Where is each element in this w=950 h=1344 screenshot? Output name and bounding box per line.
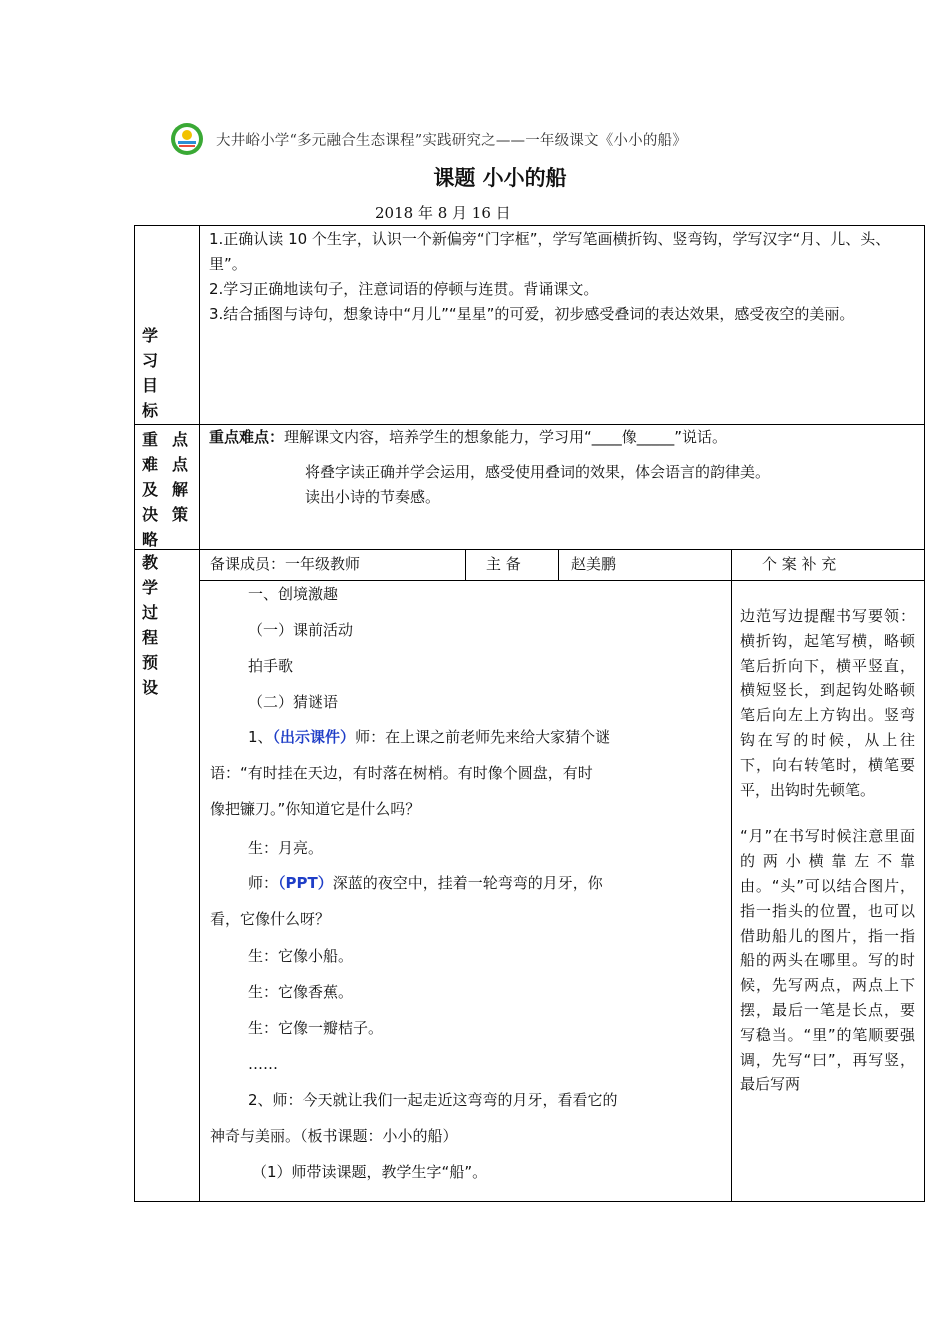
courseware-tag: （出示课件） bbox=[272, 728, 356, 746]
process-line: 拍手歌 bbox=[248, 657, 294, 675]
process-label: 教 学 过 程 预 设 bbox=[142, 553, 159, 697]
ppt-tag: （PPT） bbox=[278, 874, 333, 892]
side-notes bbox=[740, 604, 915, 1198]
side-note-1: 边范写边提醒书写要领：横折钩，起笔写横，略顿笔后折向下，横平竖直，横短竖长，到起钩处略顿笔后向左上方钩出。竖弯钩在写的时候，从上往下，向右转笔时，横笔要平，出钩时先顿笔。 bbox=[740, 607, 915, 799]
label-column-divider bbox=[199, 225, 200, 1202]
border-right bbox=[924, 225, 925, 1202]
document-header bbox=[170, 122, 687, 156]
page-title: 课题 小小的船 bbox=[433, 166, 567, 190]
keypoints-label-right: 点 点 解 策 bbox=[172, 430, 189, 524]
lead-name: 赵美鹏 bbox=[571, 555, 617, 573]
keypoints-line2: 将叠字读正确并学会运用，感受使用叠词的效果，体会语言的韵律美。 bbox=[305, 463, 771, 481]
process-line: 生：它像小船。 bbox=[248, 947, 354, 965]
lead-label: 主 备 bbox=[486, 555, 521, 573]
process-line: （二）猜谜语 bbox=[248, 693, 339, 711]
keypoints-line1: 理解课文内容，培养学生的想象能力，学习用“____像_____”说话。 bbox=[284, 428, 728, 446]
school-line: 大井峪小学“多元融合生态课程”实践研究之——一年级课文《小小的船》 bbox=[216, 132, 687, 149]
school-logo-icon bbox=[170, 122, 204, 156]
process-line: 语：“有时挂在天边，有时落在树梢。有时像个圆盘，有时 bbox=[210, 764, 593, 782]
process-line: （一）课前活动 bbox=[248, 621, 354, 639]
process-line: 1、（出示课件）师：在上课之前老师先来给大家猜个谜 bbox=[248, 728, 611, 746]
goals-content bbox=[209, 227, 919, 327]
supplement-label: 个 案 补 充 bbox=[762, 555, 837, 573]
process-line: 像把镰刀。”你知道它是什么吗？ bbox=[210, 800, 421, 818]
process-line: 一、创境激趣 bbox=[248, 585, 339, 603]
keypoints-label-left: 重 难 及 决 略 bbox=[142, 430, 159, 549]
border-top bbox=[134, 225, 925, 226]
process-line: （1）师带读课题，教学生字“船”。 bbox=[252, 1163, 488, 1181]
process-line: 生：它像香蕉。 bbox=[248, 983, 354, 1001]
process-line: 看，它像什么呀？ bbox=[210, 910, 331, 928]
process-line: 2、师：今天就让我们一起走近这弯弯的月牙，看看它的 bbox=[248, 1091, 618, 1109]
side-note-2: “月”在书写时候注意里面的两小横靠左不靠由。“头”可以结合图片，指一指头的位置，也可以借助船儿的图片，指一指船的两头在哪里。写的时候，先写两点，两点上下摆，最后一笔是长点，要写稳当。“里”的笔顺要强调，先写“曰”，再写竖，最后写两 bbox=[740, 827, 915, 1094]
lesson-date: 2018 年 8 月 16 日 bbox=[375, 204, 511, 222]
process-line: 神奇与美丽。（板书课题：小小的船） bbox=[210, 1127, 458, 1145]
keypoints-heading: 重点难点： bbox=[209, 428, 285, 446]
border-left bbox=[134, 225, 135, 1202]
row-divider-2 bbox=[134, 549, 925, 550]
col-divider-c bbox=[731, 549, 732, 1202]
keypoints-line3: 读出小诗的节奏感。 bbox=[305, 488, 441, 506]
col-divider-a bbox=[465, 549, 466, 580]
border-bottom bbox=[134, 1201, 925, 1202]
row-divider-3 bbox=[199, 580, 925, 581]
col-divider-b bbox=[558, 549, 559, 580]
lesson-plan-table bbox=[134, 225, 925, 1202]
process-line: 生：月亮。 bbox=[248, 839, 324, 857]
members-label: 备课成员：一年级教师 bbox=[210, 555, 361, 573]
keypoints-content bbox=[209, 425, 919, 510]
goal-item: 1.正确认读 10 个生字，认识一个新偏旁“门字框”，学写笔画横折钩、竖弯钩，学写汉字“月、儿、头、里”。 bbox=[209, 230, 891, 273]
goal-item: 2.学习正确地读句子，注意词语的停顿与连贯。背诵课文。 bbox=[209, 280, 599, 298]
process-line: 生：它像一瓣桔子。 bbox=[248, 1019, 384, 1037]
process-line: …… bbox=[248, 1055, 278, 1073]
goals-label: 学 习 目 标 bbox=[142, 326, 159, 420]
process-line: 师：（PPT）深蓝的夜空中，挂着一轮弯弯的月牙，你 bbox=[248, 874, 603, 892]
goal-item: 3.结合插图与诗句，想象诗中“月儿”“星星”的可爱，初步感受叠词的表达效果，感受夜空的美丽。 bbox=[209, 305, 855, 323]
